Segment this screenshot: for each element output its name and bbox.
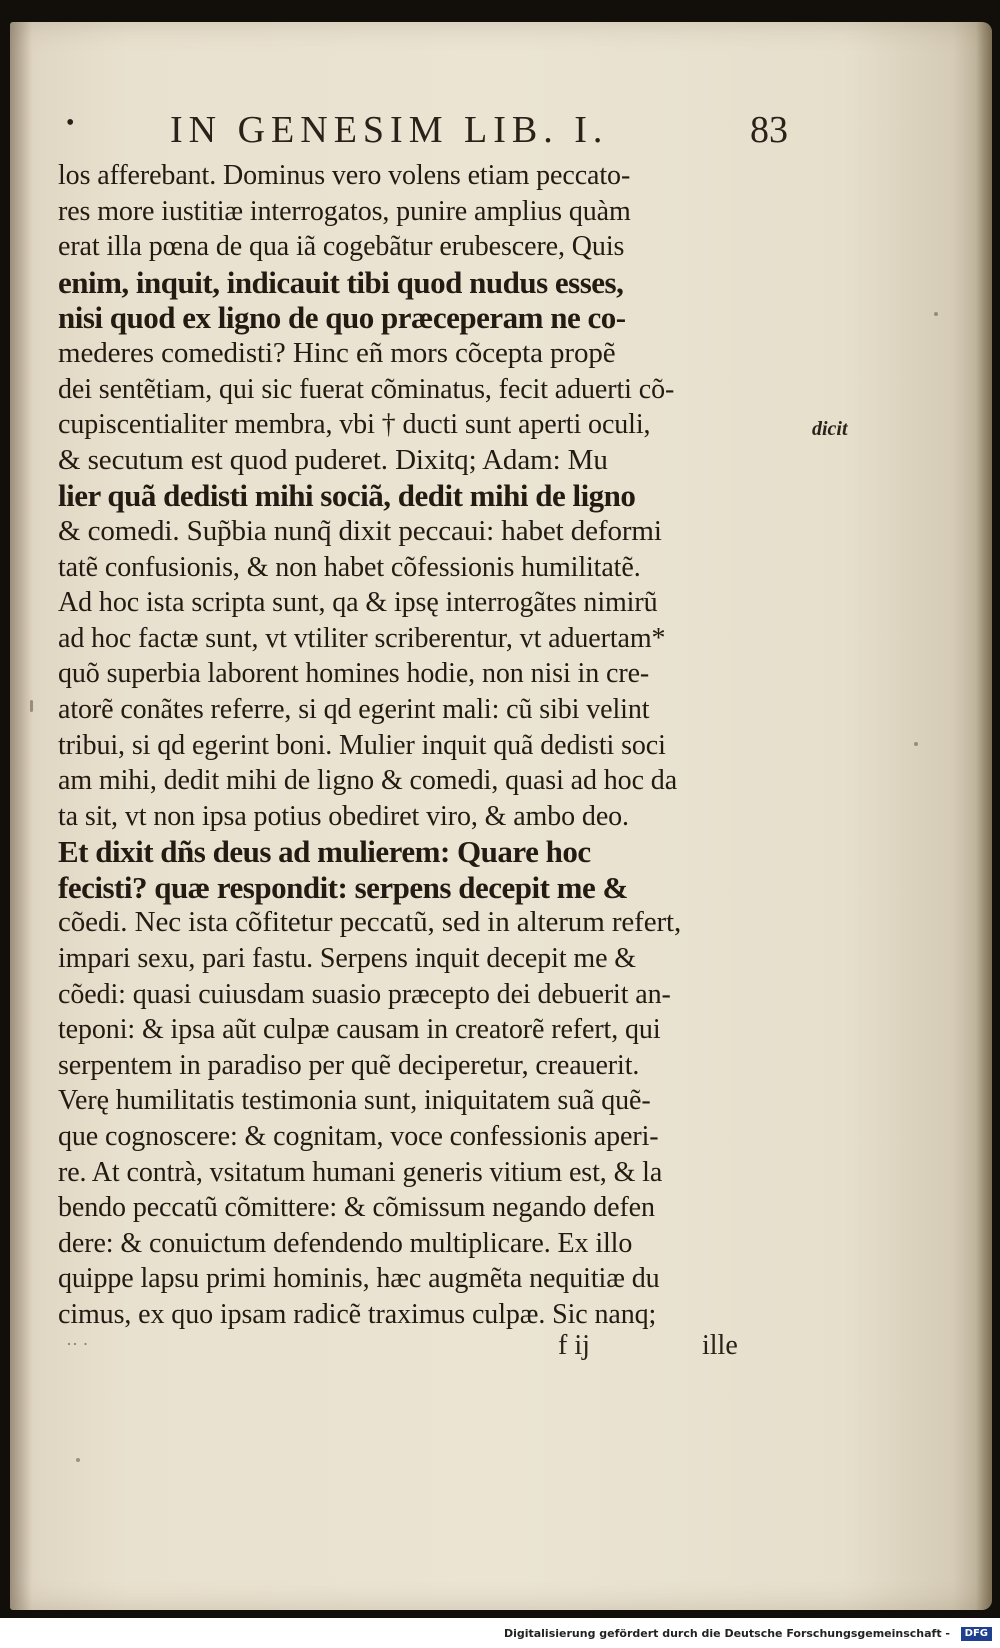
marginal-note: dicit [812,418,848,440]
text-line: atorẽ conãtes referre, si qd egerint mali: cũ sibi velint [58,693,650,725]
text-line: Et dixit dñs deus ad mulierem: Quare hoc [58,834,591,870]
text-line: ta sit, vt non ipsa potius obediret viro, & ambo deo. [58,800,629,832]
text-line: tatẽ confusionis, & non habet cõfessionis humilitatẽ. [58,551,641,583]
text-line: cimus, ex quo ipsam radicẽ traximus culpæ. Sic nanq; [58,1299,657,1330]
paper-speck [934,312,938,316]
text-line: re. At contrà, vsitatum humani generis vitium est, & la [58,1156,663,1188]
text-line: los afferebant. Dominus vero volens etiam peccato- [58,160,631,191]
running-head-title: IN GENESIM LIB. I. [170,109,609,151]
binding-shadow [10,22,32,1610]
digitization-footer [0,1618,1000,1648]
text-line: ad hoc factæ sunt, vt vtiliter scriberentur, vt aduertam* [58,622,666,654]
text-line: bendo peccatũ cõmittere: & cõmissum negando defen [58,1192,655,1224]
text-line: impari sexu, pari fastu. Serpens inquit decepit me & [58,943,636,975]
text-line: dere: & conuictum defendendo multiplicare. Ex illo [58,1227,633,1259]
text-line: quõ superbia laborent homines hodie, non nisi in cre- [58,658,650,690]
text-line: enim, inquit, indicauit tibi quod nudus esses, [58,264,624,300]
text-line: res more iustitiæ interrogatos, punire amplius quàm [58,195,631,227]
text-line: serpentem in paradiso per quẽ deciperetur, creauerit. [58,1049,640,1081]
body-text [58,158,838,1333]
running-head [60,108,840,152]
text-line: mederes comedisti? Hinc eñ mors cõcepta propẽ [58,336,616,369]
text-line: cõedi: quasi cuiusdam suasio præcepto dei debuerit an- [58,978,671,1010]
text-line: cõedi. Nec ista cõfitetur peccatũ, sed in alterum refert, [58,906,682,939]
catchword: ille [702,1330,738,1361]
running-head-mark: • [66,110,75,136]
text-line: Verę humilitatis testimonia sunt, iniquitatem suã quẽ- [58,1085,651,1117]
paper-speck [914,742,918,746]
ink-smudge: ·· · [66,1334,89,1354]
text-line: tribui, si qd egerint boni. Mulier inquit quã dedisti soci [58,729,666,761]
text-line: teponi: & ipsa aũt culpæ causam in creatorẽ refert, qui [58,1014,661,1046]
text-line: erat illa pœna de qua iã cogebãtur erubescere, Quis [58,231,625,263]
text-line: & comedi. Sup̃bia nunq̃ dixit peccaui: habet deformi [58,514,662,547]
text-line: quippe lapsu primi hominis, hæc augmẽta nequitiæ du [58,1263,660,1295]
text-line: & secutum est quod puderet. Dixitq; Adam: Mu [58,443,608,476]
folio-number: 83 [750,109,788,151]
text-line: fecisti? quæ respondit: serpens decepit me & [58,869,628,905]
text-line: Ad hoc ista scripta sunt, qa & ipsę interrogãtes nimirũ [58,587,658,619]
text-line: nisi quod ex ligno de quo præceperam ne co- [58,300,626,336]
paper-speck [30,700,33,712]
text-line: lier quã dedisti mihi sociã, dedit mihi de ligno [58,478,636,514]
signature-mark: f ij [558,1330,590,1361]
text-line: dei sentẽtiam, qui sic fuerat cõminatus, fecit aduerti cõ- [58,373,675,405]
text-line: que cognoscere: & cognitam, voce confessionis aperi- [58,1121,659,1153]
text-line: am mihi, dedit mihi de ligno & comedi, quasi ad hoc da [58,765,678,797]
paper-speck [76,1458,80,1462]
signature-line [60,1330,820,1366]
digitization-notice: Digitalisierung gefördert durch die Deutsche Forschungsgemeinschaft - [503,1627,950,1640]
page-edge-shadow [976,22,992,1610]
dfg-logo-icon: DFG [961,1627,992,1641]
text-line: cupiscentialiter membra, vbi † ducti sunt aperti oculi, [58,409,651,441]
